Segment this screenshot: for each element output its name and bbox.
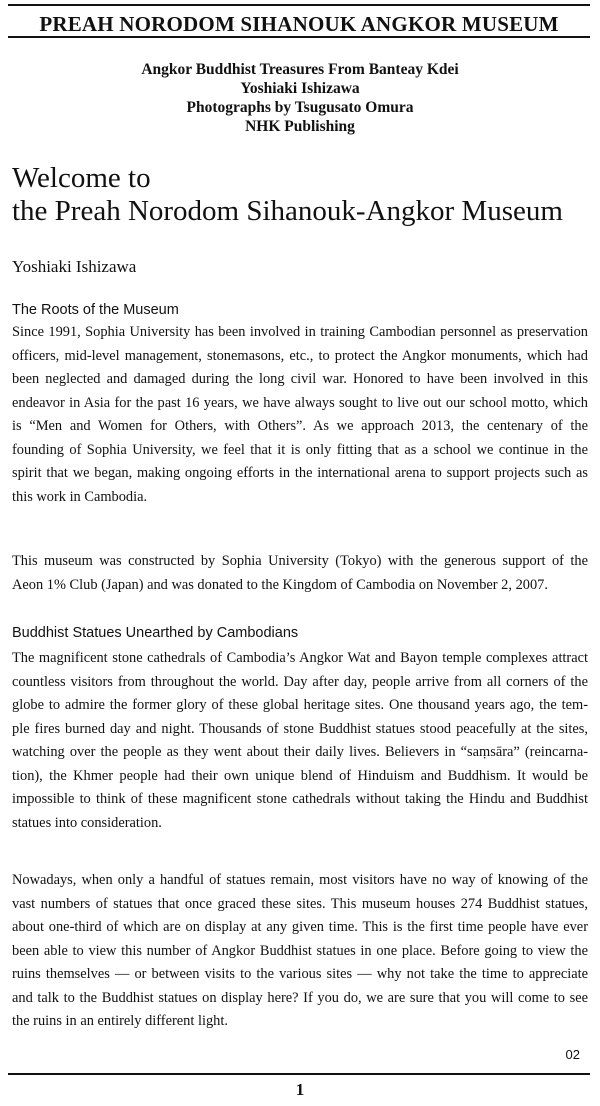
paragraph [12, 550, 588, 597]
text-line: endeavor in Asia for the past 16 years, we have always sought to live out our school motto, which [12, 394, 588, 411]
paragraph [12, 647, 588, 835]
book-title: Angkor Buddhist Treasures From Banteay Kdei [141, 61, 459, 78]
page-code: 02 [565, 1047, 580, 1062]
book-publisher: NHK Publishing [245, 118, 355, 135]
text-line: spirit that we began, making ongoing efforts in the international arena to support projects such as [12, 465, 588, 481]
text-line: been able to view this number of Angkor Buddhist statues in one place. Before going to view the [12, 942, 588, 959]
article-title-line-2: the Preah Norodom Sihanouk-Angkor Museum [12, 195, 563, 227]
text-line: about one-third of which are on display at any given time. This is the first time people have ever [12, 919, 588, 935]
text-line: founding of Sophia University, we feel that it is only fitting that as a school we continue in the [12, 441, 588, 458]
header-title: PREAH NORODOM SIHANOUK ANGKOR MUSEUM [39, 12, 559, 36]
text-line: This museum was constructed by Sophia University (Tokyo) with the generous support of the [12, 553, 588, 569]
article-title-line-1: Welcome to [12, 162, 151, 194]
section-heading-roots: The Roots of the Museum [12, 302, 179, 318]
text-line: Aeon 1% Club (Japan) and was donated to the Kingdom of Cambodia on November 2, 2007. [12, 576, 548, 593]
text-line: the ruins in an entirely different light. [12, 1013, 228, 1029]
paragraph [12, 321, 588, 509]
text-line: and talk to the Buddhist statues on display here? If you do, we are sure that you will come to see [12, 989, 588, 1006]
page-number: 1 [295, 1080, 305, 1099]
footer-divider [8, 1073, 590, 1075]
book-info [0, 60, 600, 136]
text-line: statues into consideration. [12, 814, 162, 831]
article-author: Yoshiaki Ishizawa [12, 257, 137, 276]
book-author: Yoshiaki Ishizawa [240, 80, 360, 97]
text-line: countless visitors from throughout the world. Day after day, people arrive from all corners of the [12, 673, 588, 690]
text-line: vast numbers of statues that once graced these sites. This museum houses 274 Buddhist statues, [12, 895, 588, 912]
text-line: Nowadays, when only a handful of statues remain, most visitors have no way of knowing of the [12, 872, 588, 888]
text-line: this work in Cambodia. [12, 488, 148, 505]
paragraph [12, 869, 588, 1034]
text-line: globe to admire the former glory of these global heritage sites. One thousand years ago, the tem- [12, 697, 588, 713]
text-line: officers, mid-level management, stonemasons, etc., to protect the Angkor monuments, which had [12, 347, 588, 364]
text-line: ruins themselves — or between visits to the various sites — why not take the time to appreciate [12, 966, 588, 982]
book-photographs: Photographs by Tsugusato Omura [186, 99, 414, 116]
text-line: impossible to think of these magnificent stone cathedrals without taking the Hindu and Buddhist [12, 791, 588, 807]
text-line: tion), the Khmer people had their own unique blend of Hinduism and Buddhism. It would be [12, 767, 588, 784]
article-title [12, 162, 563, 228]
text-line: watching over the people as they went about their daily lives. Believers in “saṃsāra” (reincarna- [12, 744, 588, 760]
text-line: been neglected and damaged during the long civil war. Honored to have been involved in this [12, 371, 588, 387]
header-banner [8, 4, 590, 38]
text-line: is “Men and Women for Others, with Others”. As we approach 2013, the centenary of the [12, 418, 588, 434]
text-line: Since 1991, Sophia University has been involved in training Cambodian personnel as preservation [12, 324, 588, 340]
text-line: ple fires burned day and night. Thousands of stone Buddhist statues stood peacefully at the sites, [12, 720, 588, 737]
text-line: The magnificent stone cathedrals of Cambodia’s Angkor Wat and Bayon temple complexes attract [12, 650, 588, 666]
section-heading-statues: Buddhist Statues Unearthed by Cambodians [12, 625, 299, 641]
